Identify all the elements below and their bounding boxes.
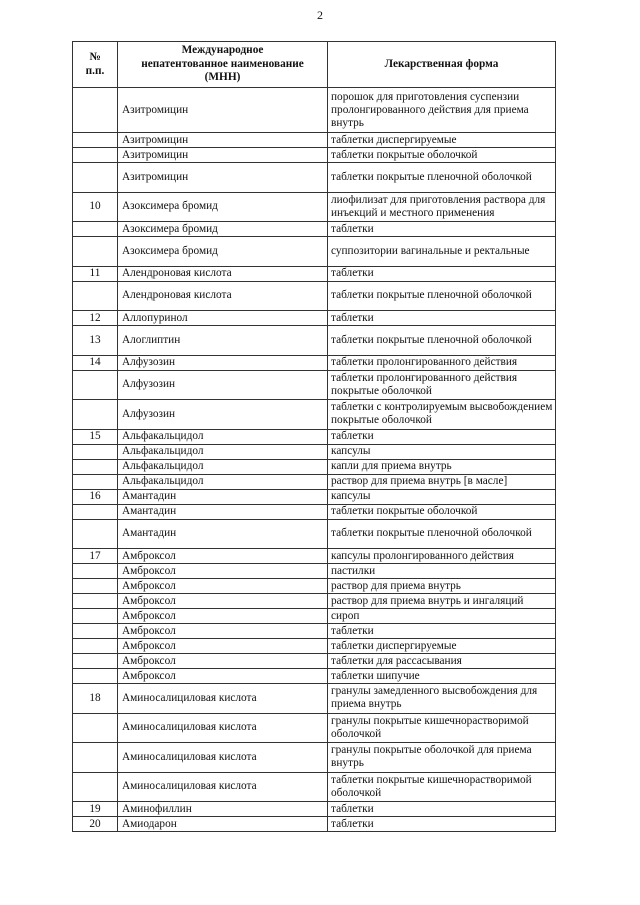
- dosage-form: порошок для приготовления суспензии пролонгированного действия для приема внутрь: [328, 88, 556, 133]
- dosage-form: таблетки диспергируемые: [328, 639, 556, 654]
- dosage-form: лиофилизат для приготовления раствора для инъекций и местного применения: [328, 192, 556, 222]
- mnn-name: Амиодарон: [118, 817, 328, 832]
- mnn-name: Азоксимера бромид: [118, 222, 328, 237]
- row-number: 14: [73, 355, 118, 370]
- dosage-form: таблетки с контролируемым высвобождением покрытые оболочкой: [328, 400, 556, 430]
- table-row: [73, 594, 556, 609]
- table-row: [73, 609, 556, 624]
- mnn-name: Азитромицин: [118, 88, 328, 133]
- table-row: [73, 355, 556, 370]
- row-number: 17: [73, 549, 118, 564]
- dosage-form: таблетки покрытые пленочной оболочкой: [328, 163, 556, 193]
- row-number: 12: [73, 311, 118, 326]
- dosage-form: таблетки покрытые кишечнорастворимой оболочкой: [328, 772, 556, 802]
- mnn-name: Азитромицин: [118, 163, 328, 193]
- mnn-name: Азитромицин: [118, 133, 328, 148]
- row-number: [73, 743, 118, 773]
- dosage-form: суппозитории вагинальные и ректальные: [328, 237, 556, 267]
- table-row: [73, 88, 556, 133]
- table-row: [73, 326, 556, 356]
- dosage-form: таблетки покрытые оболочкой: [328, 148, 556, 163]
- row-number: [73, 772, 118, 802]
- table-row: [73, 519, 556, 549]
- row-number: 20: [73, 817, 118, 832]
- row-number: [73, 237, 118, 267]
- table-row: [73, 772, 556, 802]
- dosage-form: сироп: [328, 609, 556, 624]
- mnn-name: Амброксол: [118, 564, 328, 579]
- row-number: [73, 713, 118, 743]
- row-number: [73, 281, 118, 311]
- mnn-name: Амброксол: [118, 549, 328, 564]
- dosage-form: таблетки для рассасывания: [328, 654, 556, 669]
- dosage-form: раствор для приема внутрь [в масле]: [328, 474, 556, 489]
- mnn-name: Аминосалициловая кислота: [118, 713, 328, 743]
- row-number: [73, 88, 118, 133]
- row-number: 18: [73, 684, 118, 714]
- dosage-form: таблетки: [328, 429, 556, 444]
- dosage-form: таблетки пролонгированного действия: [328, 355, 556, 370]
- row-number: [73, 579, 118, 594]
- row-number: [73, 400, 118, 430]
- table-row: [73, 549, 556, 564]
- row-number: [73, 148, 118, 163]
- row-number: 16: [73, 489, 118, 504]
- mnn-name: Азитромицин: [118, 148, 328, 163]
- row-number: [73, 624, 118, 639]
- mnn-name: Алендроновая кислота: [118, 266, 328, 281]
- dosage-form: таблетки покрытые пленочной оболочкой: [328, 326, 556, 356]
- table-row: [73, 148, 556, 163]
- row-number: [73, 594, 118, 609]
- table-row: [73, 281, 556, 311]
- row-number: [73, 133, 118, 148]
- table-row: [73, 624, 556, 639]
- header-number: № п.п.: [73, 42, 118, 88]
- table-row: [73, 489, 556, 504]
- mnn-name: Аминосалициловая кислота: [118, 684, 328, 714]
- dosage-form: гранулы замедленного высвобождения для приема внутрь: [328, 684, 556, 714]
- table-row: [73, 669, 556, 684]
- row-number: [73, 609, 118, 624]
- mnn-name: Альфакальцидол: [118, 429, 328, 444]
- mnn-name: Амброксол: [118, 624, 328, 639]
- table-row: [73, 429, 556, 444]
- mnn-name: Азоксимера бромид: [118, 192, 328, 222]
- table-row: [73, 713, 556, 743]
- row-number: [73, 654, 118, 669]
- row-number: [73, 519, 118, 549]
- table-row: [73, 817, 556, 832]
- dosage-form: таблетки покрытые пленочной оболочкой: [328, 519, 556, 549]
- dosage-form: таблетки: [328, 266, 556, 281]
- row-number: [73, 474, 118, 489]
- dosage-form: таблетки: [328, 222, 556, 237]
- table-row: [73, 266, 556, 281]
- table-row: [73, 654, 556, 669]
- dosage-form: таблетки шипучие: [328, 669, 556, 684]
- row-number: [73, 163, 118, 193]
- table-row: [73, 564, 556, 579]
- table-row: [73, 743, 556, 773]
- mnn-name: Аминосалициловая кислота: [118, 772, 328, 802]
- dosage-form: таблетки покрытые пленочной оболочкой: [328, 281, 556, 311]
- table-row: [73, 311, 556, 326]
- mnn-name: Алфузозин: [118, 400, 328, 430]
- mnn-name: Альфакальцидол: [118, 444, 328, 459]
- mnn-name: Амантадин: [118, 489, 328, 504]
- mnn-name: Аллопуринол: [118, 311, 328, 326]
- mnn-name: Алендроновая кислота: [118, 281, 328, 311]
- mnn-name: Амброксол: [118, 579, 328, 594]
- table-row: [73, 802, 556, 817]
- row-number: 10: [73, 192, 118, 222]
- table-row: [73, 684, 556, 714]
- table-row: [73, 639, 556, 654]
- mnn-name: Амброксол: [118, 609, 328, 624]
- row-number: 19: [73, 802, 118, 817]
- row-number: 15: [73, 429, 118, 444]
- mnn-name: Амброксол: [118, 654, 328, 669]
- dosage-form: таблетки: [328, 802, 556, 817]
- row-number: [73, 222, 118, 237]
- row-number: [73, 370, 118, 400]
- table-row: [73, 370, 556, 400]
- table-row: [73, 444, 556, 459]
- row-number: 11: [73, 266, 118, 281]
- mnn-name: Амброксол: [118, 594, 328, 609]
- medication-table: [72, 41, 556, 832]
- dosage-form: раствор для приема внутрь: [328, 579, 556, 594]
- row-number: [73, 504, 118, 519]
- mnn-name: Альфакальцидол: [118, 474, 328, 489]
- dosage-form: капсулы пролонгированного действия: [328, 549, 556, 564]
- mnn-name: Алфузозин: [118, 370, 328, 400]
- header-dosage-form: Лекарственная форма: [328, 42, 556, 88]
- mnn-name: Амантадин: [118, 504, 328, 519]
- mnn-name: Аминофиллин: [118, 802, 328, 817]
- page-number: 2: [317, 8, 323, 22]
- dosage-form: таблетки: [328, 624, 556, 639]
- mnn-name: Алфузозин: [118, 355, 328, 370]
- table-row: [73, 237, 556, 267]
- row-number: [73, 564, 118, 579]
- header-mnn: Международное непатентованное наименование (МНН): [118, 42, 328, 88]
- dosage-form: таблетки: [328, 311, 556, 326]
- dosage-form: капсулы: [328, 444, 556, 459]
- table-row: [73, 163, 556, 193]
- table-row: [73, 474, 556, 489]
- dosage-form: пастилки: [328, 564, 556, 579]
- mnn-name: Амантадин: [118, 519, 328, 549]
- table-row: [73, 222, 556, 237]
- mnn-name: Амброксол: [118, 669, 328, 684]
- mnn-name: Азоксимера бромид: [118, 237, 328, 267]
- dosage-form: капсулы: [328, 489, 556, 504]
- row-number: [73, 444, 118, 459]
- dosage-form: таблетки диспергируемые: [328, 133, 556, 148]
- row-number: 13: [73, 326, 118, 356]
- table-row: [73, 459, 556, 474]
- mnn-name: Альфакальцидол: [118, 459, 328, 474]
- dosage-form: гранулы покрытые оболочкой для приема внутрь: [328, 743, 556, 773]
- table-row: [73, 579, 556, 594]
- mnn-name: Алоглиптин: [118, 326, 328, 356]
- row-number: [73, 639, 118, 654]
- table-row: [73, 133, 556, 148]
- dosage-form: таблетки покрытые оболочкой: [328, 504, 556, 519]
- table-row: [73, 504, 556, 519]
- dosage-form: таблетки пролонгированного действия покрытые оболочкой: [328, 370, 556, 400]
- table-header-row: [73, 42, 556, 88]
- table-row: [73, 192, 556, 222]
- table-row: [73, 400, 556, 430]
- dosage-form: раствор для приема внутрь и ингаляций: [328, 594, 556, 609]
- row-number: [73, 459, 118, 474]
- dosage-form: гранулы покрытые кишечнорастворимой оболочкой: [328, 713, 556, 743]
- dosage-form: таблетки: [328, 817, 556, 832]
- row-number: [73, 669, 118, 684]
- mnn-name: Аминосалициловая кислота: [118, 743, 328, 773]
- mnn-name: Амброксол: [118, 639, 328, 654]
- dosage-form: капли для приема внутрь: [328, 459, 556, 474]
